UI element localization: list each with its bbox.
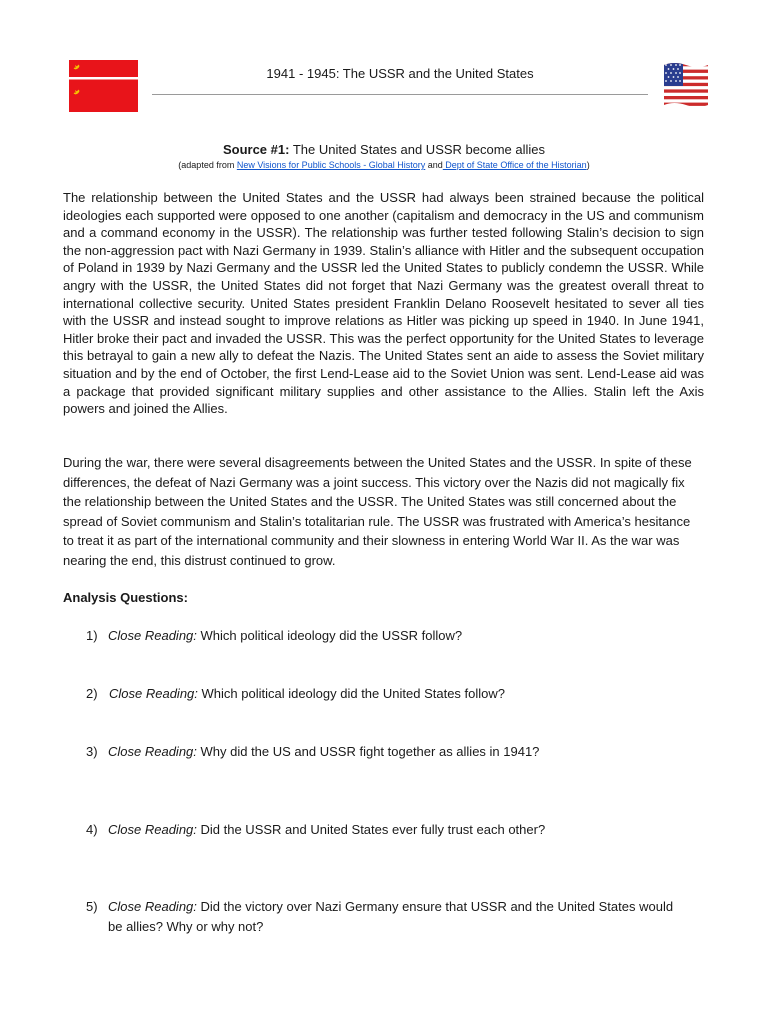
question-label: Close Reading:: [108, 822, 197, 837]
question-number: 3): [86, 744, 98, 759]
question-number: 5): [86, 899, 98, 914]
question-number: 1): [86, 628, 98, 643]
attribution-suffix: ): [586, 160, 590, 170]
question-text: [108, 897, 688, 936]
question-text: [108, 820, 688, 840]
question-body: Did the USSR and United States ever fully trust each other?: [196, 822, 546, 837]
question-label: Close Reading:: [108, 899, 197, 914]
question-text: [108, 626, 688, 646]
body-paragraph-2: During the war, there were several disagreements between the United States and the USSR. In spite of these differences, the defeat of Nazi Germany was a joint success. This victory over the Nazis did not magically fix the relationship between the United States and the USSR. The United States was still concerned about the spread of Soviet communism and Stalin’s totalitarian rule. The USSR was frustrated with America’s hesitance to treat it as part of the international community and their slowness in entering World War II. As the war was nearing the end, this distrust continued to grow.: [63, 455, 692, 568]
ussr-flag-icon: [69, 60, 138, 112]
us-flag-icon: [662, 61, 710, 109]
question-text: [109, 684, 689, 704]
header-divider: [152, 94, 648, 95]
question-body: Why did the US and USSR fight together as allies in 1941?: [196, 744, 540, 759]
attribution-and: and: [425, 160, 443, 170]
source-attribution: [0, 160, 768, 170]
question-text: [108, 742, 688, 762]
source-label: Source #1:: [222, 142, 290, 157]
question-body: Which political ideology did the United States follow?: [197, 686, 506, 701]
question-body: Did the victory over Nazi Germany ensure that USSR and the United States would be allies? Why or why not?: [108, 899, 674, 934]
analysis-heading: Analysis Questions:: [63, 590, 188, 605]
page-title: 1941 - 1945: The USSR and the United States: [266, 66, 534, 81]
body-paragraph-1: The relationship between the United States and the USSR had always been strained because the political ideologies each supported were opposed to one another (capitalism and democracy in the US and communism and a command economy in the USSR). The relationship was further tested following Stalin’s decision to sign the non-aggression pact with Nazi Germany in 1939. Stalin’s alliance with Hitler and the subsequent occupation of Poland in 1939 by Nazi Germany and the USSR led the United States to publicly condemn the USSR. While angry with the USSR, the United States did not forget that Nazi Germany was the greatest overall threat to international collective security. United States president Franklin Delano Roosevelt hesitated to sever all ties with the USSR and instead sought to improve relations as Hitler was picking up speed in 1940. In June 1941, Hitler broke their pact and invaded the USSR. This was the perfect opportunity for the United States to leverage this betrayal to gain a new ally to defeat the Nazis. The United States sent an aide to assess the Soviet military situation and by the end of October, the first Lend-Lease aid to the Soviet Union was sent. Lend-Lease aid was a package that provided significant military supplies and other assistance to the Allies. Stalin left the Axis powers and joined the Allies.: [63, 190, 704, 417]
question-label: Close Reading:: [109, 686, 198, 701]
question-label: Close Reading:: [108, 744, 197, 759]
question-label: Close Reading:: [108, 628, 197, 643]
attribution-prefix: (adapted from: [178, 160, 237, 170]
source-heading: [0, 142, 768, 157]
question-number: 2): [86, 686, 98, 701]
new-visions-link[interactable]: New Visions for Public Schools - Global History: [236, 160, 426, 170]
question-number: 4): [86, 822, 98, 837]
source-title-text: The United States and USSR become allies: [289, 142, 546, 157]
state-historian-link[interactable]: Dept of State Office of the Historian: [442, 160, 587, 170]
question-body: Which political ideology did the USSR follow?: [196, 628, 463, 643]
